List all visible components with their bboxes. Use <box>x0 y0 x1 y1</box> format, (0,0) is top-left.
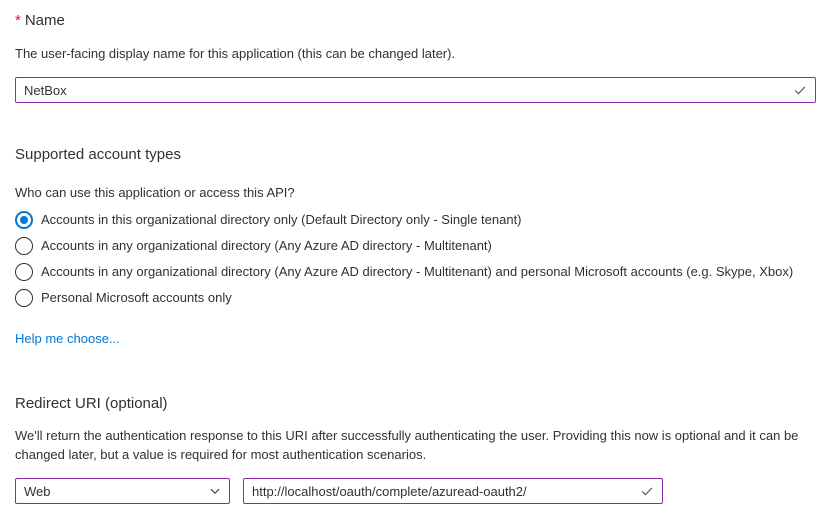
chevron-down-icon <box>209 485 221 497</box>
account-types-title: Supported account types <box>15 146 181 163</box>
radio-button-icon <box>15 211 33 229</box>
name-section-title <box>15 12 816 30</box>
radio-button-icon <box>15 263 33 281</box>
name-description: The user-facing display name for this application (this can be changed later). <box>15 46 456 61</box>
radio-option-multitenant-personal[interactable] <box>15 259 816 285</box>
radio-option-label: Personal Microsoft accounts only <box>41 290 232 305</box>
required-asterisk: * <box>15 12 21 29</box>
radio-option-label: Accounts in this organizational directory only (Default Directory only - Single tenant) <box>41 212 522 227</box>
radio-option-label: Accounts in any organizational directory (Any Azure AD directory - Multitenant) and personal Microsoft accounts (e.g. Skype, Xbox) <box>41 264 794 279</box>
radio-option-multitenant[interactable] <box>15 233 816 259</box>
radio-button-icon <box>15 289 33 307</box>
name-label: Name <box>24 12 65 29</box>
help-me-choose-link[interactable]: Help me choose... <box>15 331 120 346</box>
platform-select[interactable] <box>15 478 230 504</box>
redirect-uri-field-container <box>243 478 663 504</box>
radio-button-icon <box>15 237 33 255</box>
radio-option-label: Accounts in any organizational directory (Any Azure AD directory - Multitenant) <box>41 238 492 253</box>
name-field-container <box>15 77 816 103</box>
redirect-uri-description: We'll return the authentication response to this URI after successfully authenticating the user. Providing this now is optional and it can be changed later, but a value is required for most authentication scenarios. <box>15 428 799 462</box>
platform-select-value: Web <box>24 483 51 499</box>
redirect-uri-input[interactable] <box>243 478 663 504</box>
name-input[interactable] <box>15 77 816 103</box>
account-types-radio-group <box>15 207 816 311</box>
redirect-uri-row <box>15 478 816 504</box>
account-types-question: Who can use this application or access this API? <box>15 185 295 200</box>
radio-option-personal-only[interactable] <box>15 285 816 311</box>
redirect-uri-title: Redirect URI (optional) <box>15 395 168 412</box>
radio-option-single-tenant[interactable] <box>15 207 816 233</box>
